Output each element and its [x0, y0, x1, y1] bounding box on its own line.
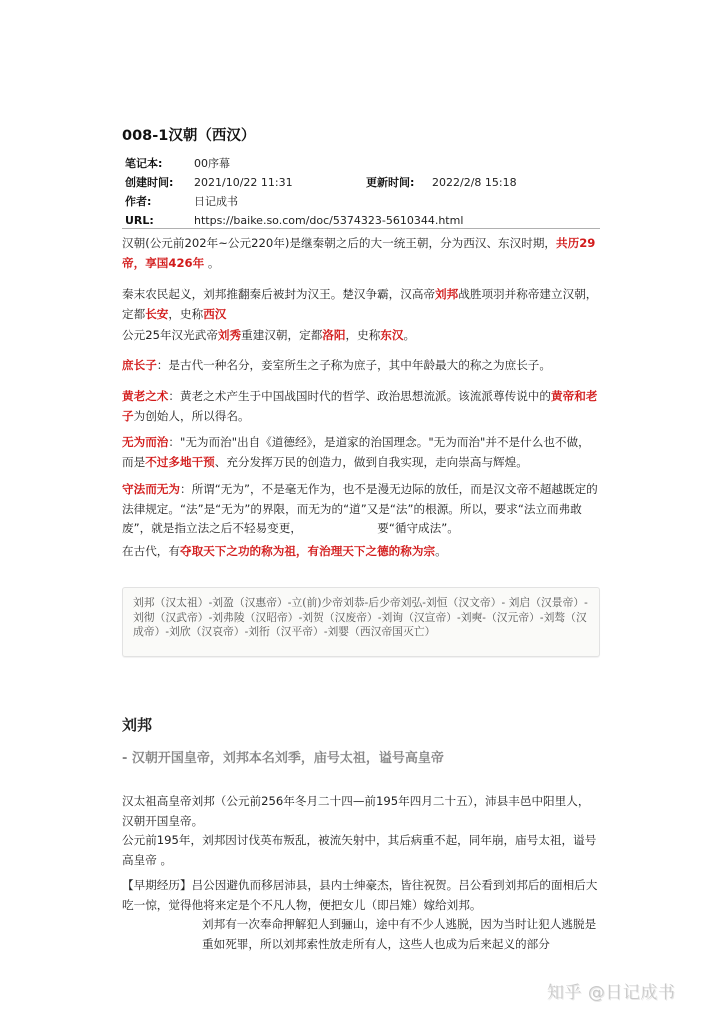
- updated-value: 2022/2/8 15:18: [432, 176, 517, 189]
- paragraph-liubang-bio: [122, 792, 600, 870]
- text: 战胜项羽并称帝建立汉朝，定都: [122, 287, 598, 321]
- text: 。: [435, 544, 447, 558]
- notebook-label: 笔记本:: [125, 157, 163, 170]
- paragraph-wuwei: [122, 433, 600, 472]
- highlight: 黄帝和老子: [122, 389, 598, 423]
- highlight: 东汉: [380, 328, 404, 342]
- text: 汉朝(公元前202年~公元220年)是继秦朝之后的大一统王朝，分为西汉、东汉时期，: [122, 236, 557, 250]
- emperor-list-block: [122, 587, 600, 657]
- text: 为创始人，所以得名。: [133, 408, 250, 423]
- paragraph-zu-zong: [122, 542, 600, 562]
- highlight: 刘秀: [217, 328, 242, 342]
- highlight: 夺取天下之功的称为祖，有治理天下之德的称为宗: [179, 544, 436, 558]
- early-life-text: 【早期经历】吕公因避仇而移居沛县，县内士绅豪杰，皆往祝贺。吕公看到刘邦后的面相后大吃一惊，觉得他将来定是个不凡人物，便把女儿（即吕雉）嫁给刘邦。: [122, 878, 598, 912]
- created-value: 2021/10/22 11:31: [194, 176, 293, 189]
- text: ：所谓“无为”，不是毫无作为，也不是漫无边际的放任，而是汉文帝不超越既定的法律规定。“法”是“无为”的界限，而无为的“道”又是“法”的根源。所以，要求“法立而弗敢废”，就是指立法之后不轻易变更， 要“循守成法”。: [122, 482, 598, 535]
- text: ，史称: [345, 328, 381, 342]
- note-title: 008-1汉朝（西汉）: [122, 128, 256, 144]
- zhihu-watermark: 知乎 @日记成书: [547, 983, 676, 1003]
- section-heading: 刘邦: [122, 716, 153, 734]
- text: 、充分发挥万民的创造力，做到自我实现，走向崇高与辉煌。: [214, 454, 528, 469]
- text: 公元25年汉光武帝: [122, 328, 218, 342]
- term: 守法而无为: [122, 482, 180, 496]
- updated-label: 更新时间:: [366, 176, 415, 189]
- highlight: 洛阳: [322, 328, 346, 342]
- notebook-value: 00序幕: [194, 157, 230, 170]
- created-label: 创建时间:: [125, 176, 174, 189]
- highlight: 不过多地干预: [145, 454, 215, 469]
- highlight: 刘邦: [435, 287, 459, 301]
- url-label: URL:: [125, 214, 154, 227]
- highlight: 西汉: [203, 306, 227, 321]
- term: 无为而治: [122, 435, 169, 449]
- highlight: 长安: [145, 306, 169, 321]
- author-label: 作者:: [125, 195, 152, 208]
- text: 在古代，有: [122, 544, 180, 558]
- text: 重建汉朝，定都: [241, 328, 323, 342]
- paragraph-han-dynasty-intro: [122, 234, 600, 273]
- paragraph-western-han: [122, 285, 600, 324]
- term: 庶长子: [122, 358, 157, 372]
- bio-line-1: 汉太祖高皇帝刘邦（公元前256年冬月二十四—前195年四月二十五），沛县丰邑中阳里人，汉朝开国皇帝。: [122, 794, 590, 828]
- term: 黄老之术: [122, 389, 169, 403]
- text: 秦末农民起义，刘邦推翻秦后被封为汉王。楚汉争霸，汉高帝: [122, 287, 436, 301]
- section-subtitle: - 汉朝开国皇帝，刘邦本名刘季，庙号太祖，谥号高皇帝: [122, 751, 444, 766]
- text: ：是古代一种名分，妾室所生之子称为庶子，其中年龄最大的称之为庶长子。: [156, 358, 551, 372]
- meta-divider: [122, 228, 600, 229]
- paragraph-huang-lao: [122, 387, 600, 426]
- highlight: 共历29帝，享国426年: [122, 236, 596, 270]
- text: ："无为而治"出自《道德经》，是道家的治国理念。"无为而治"并不是什么也不做，而是: [122, 435, 590, 469]
- paragraph-early-life: [122, 876, 600, 954]
- paragraph-eldest-son: [122, 356, 600, 376]
- text: ，史称: [168, 306, 204, 321]
- text: ：黄老之术产生于中国战国时代的哲学、政治思想流派。该流派尊传说中的: [168, 389, 551, 403]
- author-value: 日记成书: [194, 195, 238, 208]
- text: 。: [403, 328, 416, 342]
- emperor-list-text: 刘邦（汉太祖）-刘盈（汉惠帝）-立(前)少帝刘恭-后少帝刘弘-刘恒（汉文帝）- 刘启（汉景帝）-刘彻（汉武帝）-刘弗陵（汉昭帝）-刘贺（汉废帝）-刘询（汉宣帝）-刘奭-（汉元帝）-刘骜（汉成帝）-刘欣（汉哀帝）-刘衎（汉平帝）-刘婴（西汉帝国灭亡）: [133, 596, 588, 638]
- url-link[interactable]: https://baike.so.com/doc/5374323-5610344.html: [194, 214, 464, 227]
- early-life-text-2: 刘邦有一次奉命押解犯人到骊山，途中有不少人逃脱，因为当时让犯人逃脱是重如死罪，所以刘邦索性放走所有人，这些人也成为后来起义的部分: [202, 917, 597, 951]
- bio-line-2: 公元前195年，刘邦因讨伐英布叛乱，被流矢射中，其后病重不起，同年崩，庙号太祖，谥号高皇帝 。: [122, 833, 597, 867]
- text: 。: [204, 255, 220, 270]
- paragraph-eastern-han: [122, 326, 600, 346]
- paragraph-law-wuwei: [122, 480, 600, 539]
